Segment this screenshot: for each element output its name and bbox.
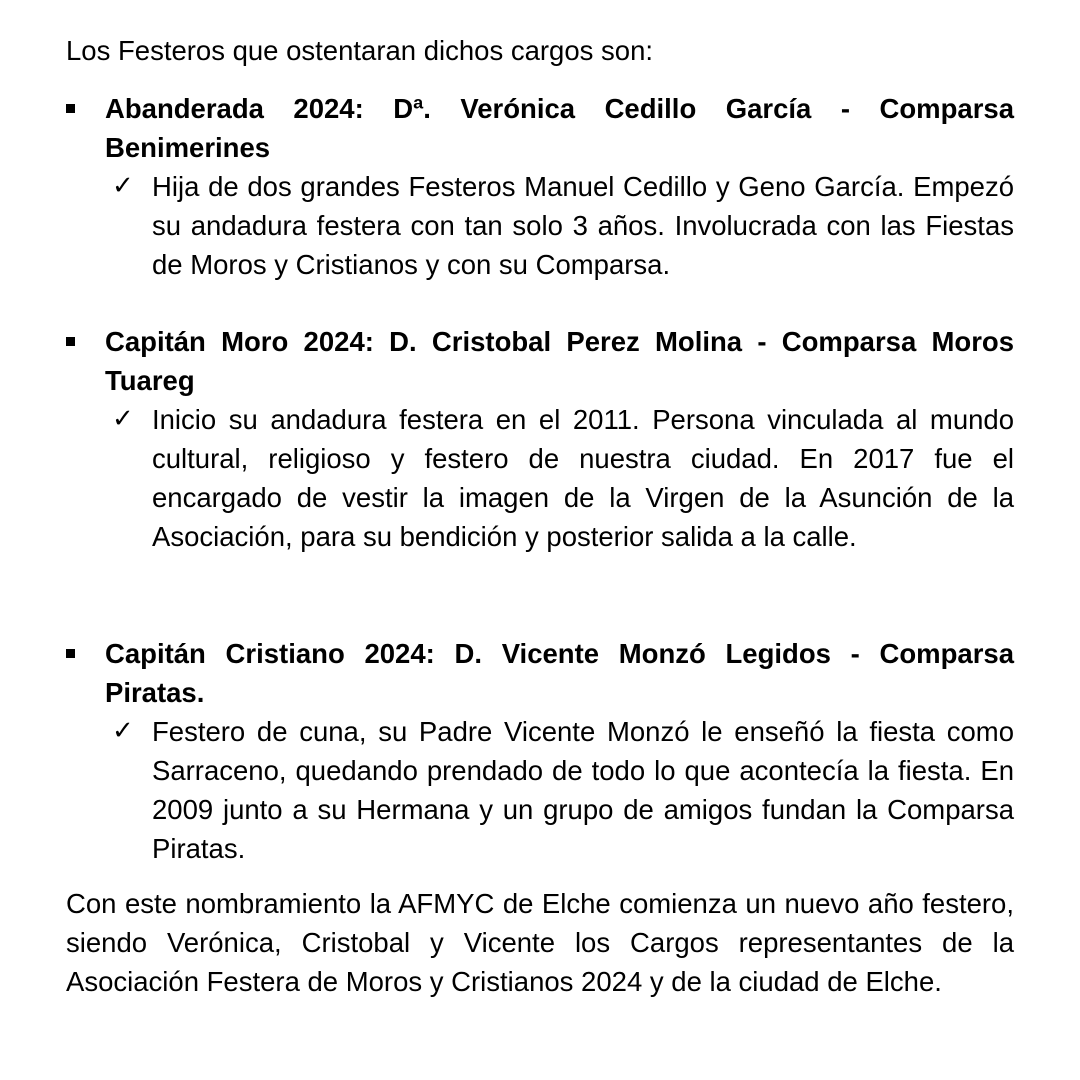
cargo-heading: Capitán Moro 2024: D. Cristobal Perez Molina - Comparsa Moros Tuareg bbox=[105, 326, 1014, 396]
square-bullet-icon bbox=[66, 337, 75, 346]
cargo-description: Festero de cuna, su Padre Vicente Monzó le enseñó la fiesta como Sarraceno, quedando prendado de todo lo que acontecía la fiesta. En 2009 junto a su Hermana y un grupo de amigos fundan la Comparsa Piratas. bbox=[152, 716, 1014, 864]
check-mark-icon: ✓ bbox=[112, 716, 134, 746]
cargo-description: Hija de dos grandes Festeros Manuel Cedillo y Geno García. Empezó su andadura festera con tan solo 3 años. Involucrada con las Fiestas de Moros y Cristianos y con su Comparsa. bbox=[152, 171, 1014, 280]
cargo-description: Inicio su andadura festera en el 2011. Persona vinculada al mundo cultural, religioso y festero de nuestra ciudad. En 2017 fue el encargado de vestir la imagen de la Virgen de la Asunción de la Asociación, para su bendición y posterior salida a la calle. bbox=[152, 404, 1014, 552]
check-mark-icon: ✓ bbox=[112, 171, 134, 201]
closing-paragraph: Con este nombramiento la AFMYC de Elche comienza un nuevo año festero, siendo Verónica, Cristobal y Vicente los Cargos representantes de la Asociación Festera de Moros y Cristianos 2024 y de la ciudad de Elche. bbox=[66, 888, 1014, 997]
square-bullet-icon bbox=[66, 104, 75, 113]
cargo-heading: Capitán Cristiano 2024: D. Vicente Monzó Legidos - Comparsa Piratas. bbox=[105, 638, 1014, 708]
check-mark-icon: ✓ bbox=[112, 404, 134, 434]
cargo-heading: Abanderada 2024: Dª. Verónica Cedillo García - Comparsa Benimerines bbox=[105, 93, 1014, 163]
square-bullet-icon bbox=[66, 649, 75, 658]
intro-text: Los Festeros que ostentaran dichos cargos son: bbox=[66, 35, 654, 66]
